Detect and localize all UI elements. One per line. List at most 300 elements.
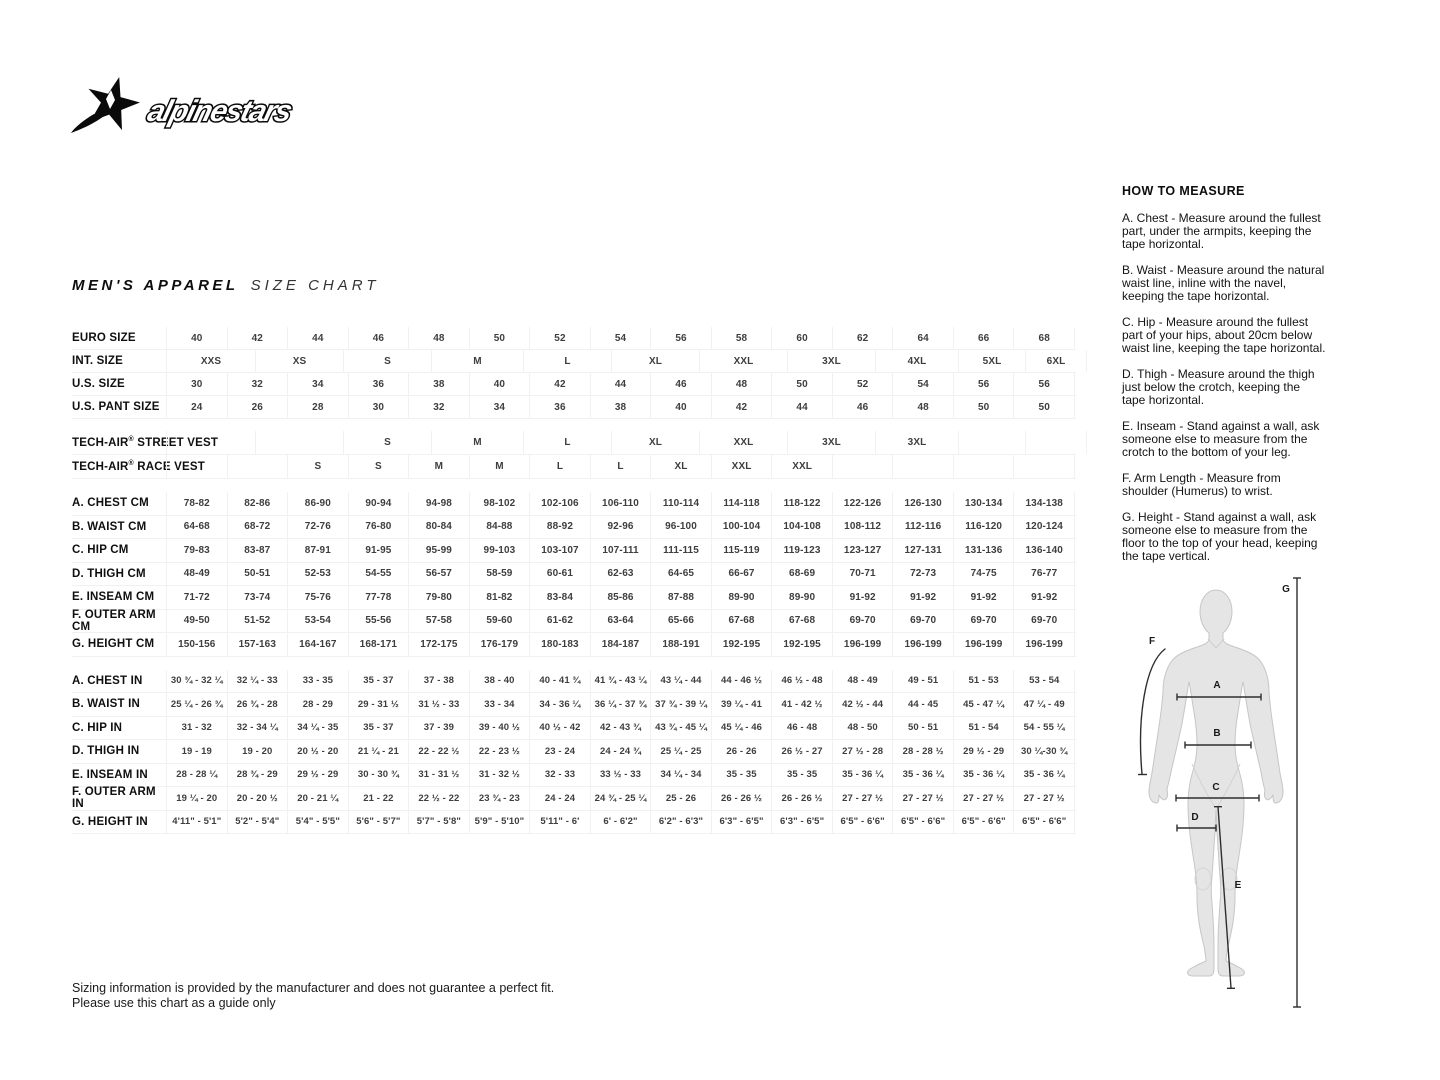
table-cell: 40 [469,373,530,395]
table-cell: 35 - 36 ¼ [892,764,953,787]
table-cell: 192-195 [711,633,772,656]
table-cell: 20 - 21 ¼ [287,787,348,810]
table-cell: 4'11" - 5'1" [166,811,227,834]
row-label: C. HIP CM [72,544,129,557]
table-row-tech-air-street-vest [72,431,1076,455]
table-cell: 50 - 51 [892,717,953,740]
table-cell: 56 [1013,373,1075,395]
table-cell: 68-72 [227,516,288,539]
table-cell: 54 - 55 ¼ [1013,717,1075,740]
table-cell: 30 [166,373,227,395]
table-cell: 59-60 [469,610,530,633]
table-cell: 47 ¼ - 49 [1013,693,1075,716]
table-cell: 69-70 [1013,610,1075,633]
table-cell: 192-195 [771,633,832,656]
table-row-u-s-size [72,373,1076,396]
table-cell: S [343,431,431,454]
table-cell: 89-90 [771,586,832,609]
page-title [72,277,379,294]
table-cell [255,431,343,454]
table-cell: 6'3" - 6'5" [711,811,772,834]
table-cell: 110-114 [650,492,711,515]
table-cell: 31 - 31 ½ [408,764,469,787]
table-cell: S [287,455,348,478]
table-cell: 80-84 [408,516,469,539]
table-cell: 43 ¼ - 44 [650,670,711,693]
table-cell: 104-108 [771,516,832,539]
table-cell: 28 - 28 ¼ [166,764,227,787]
table-cell: 28 ¾ - 29 [227,764,288,787]
table-cell: 45 ¼ - 46 [711,717,772,740]
table-cell: 32 [227,373,288,395]
table-cell [166,431,255,454]
table-cell: XXL [711,455,772,478]
table-row-tech-air-race-vest [72,455,1076,479]
row-label: EURO SIZE [72,331,136,344]
measure-instruction: G. Height - Stand against a wall, ask someone else to measure from the floor to the top of your head, keeping the tape vertical. [1122,510,1318,563]
table-cell: 79-83 [166,539,227,562]
table-cell: 25 - 26 [650,787,711,810]
table-cell: 46 [832,396,893,418]
table-cell: 64-65 [650,563,711,586]
table-cell [958,431,1025,454]
table-cell: 122-126 [832,492,893,515]
table-cell: 42 [711,396,772,418]
table-cell: 76-80 [348,516,409,539]
table-cell: 28 - 29 [287,693,348,716]
row-label: F. OUTER ARM IN [72,786,156,811]
row-label: TECH-AIR® RACE VEST [72,460,205,473]
table-cell: 51-52 [227,610,288,633]
alpinestars-logo [70,76,350,136]
how-to-measure-title: HOW TO MEASURE [1122,184,1245,198]
table-cell: 95-99 [408,539,469,562]
table-cell: 48 - 50 [832,717,893,740]
table-cell: 48 [408,327,469,349]
table-cell: 98-102 [469,492,530,515]
table-cell: 99-103 [469,539,530,562]
table-cell: XL [611,350,699,372]
row-label: B. WAIST CM [72,520,147,533]
table-cell: M [408,455,469,478]
table-cell: 78-82 [166,492,227,515]
table-cell: 50 [771,373,832,395]
table-cell: 91-95 [348,539,409,562]
table-cell: S [348,455,409,478]
table-cell: 48 [711,373,772,395]
table-cell: 188-191 [650,633,711,656]
table-cell: 68-69 [771,563,832,586]
table-cell: 69-70 [953,610,1014,633]
table-row-e-inseam-cm [72,586,1076,610]
table-cell: 82-86 [227,492,288,515]
table-cell: 37 - 39 [408,717,469,740]
table-cell: 42 [529,373,590,395]
table-cell: 4XL [875,350,958,372]
table-cell: 136-140 [1013,539,1075,562]
table-cell: 51 - 54 [953,717,1014,740]
table-cell: 52 [832,373,893,395]
table-cell: 91-92 [892,586,953,609]
table-cell: 50 [469,327,530,349]
table-cell: 81-82 [469,586,530,609]
table-cell: 79-80 [408,586,469,609]
table-cell: 52 [529,327,590,349]
footer-line-1: Sizing information is provided by the manufacturer and does not guarantee a perfect fit. [72,981,555,995]
table-cell: L [523,350,611,372]
table-cell: 91-92 [1013,586,1075,609]
size-table [72,327,1076,846]
table-cell: 114-118 [711,492,772,515]
table-cell: 60 [771,327,832,349]
table-cell: 30 [348,396,409,418]
table-cell: 46 [348,327,409,349]
table-cell: 63-64 [590,610,651,633]
row-label: INT. SIZE [72,354,124,367]
table-cell: 41 ¾ - 43 ¼ [590,670,651,693]
table-cell: 5'7" - 5'8" [408,811,469,834]
table-cell: 64 [892,327,953,349]
table-cell: 48-49 [166,563,227,586]
table-cell: 34 [287,373,348,395]
table-cell: 26 - 26 ½ [711,787,772,810]
table-cell: 6'5" - 6'6" [1013,811,1075,834]
table-cell: 66-67 [711,563,772,586]
table-cell: 87-88 [650,586,711,609]
table-cell: 48 - 49 [832,670,893,693]
table-cell: 52-53 [287,563,348,586]
table-cell: 46 [650,373,711,395]
table-cell: XL [650,455,711,478]
table-cell: 24 [166,396,227,418]
table-cell: 48 [892,396,953,418]
table-cell: 6' - 6'2" [590,811,651,834]
table-cell: 53-54 [287,610,348,633]
footer-disclaimer [72,981,554,1011]
table-cell: 56-57 [408,563,469,586]
table-cell: 5'6" - 5'7" [348,811,409,834]
table-cell: 69-70 [892,610,953,633]
table-cell: 77-78 [348,586,409,609]
row-label: TECH-AIR® STREET VEST [72,436,219,449]
table-cell: 89-90 [711,586,772,609]
table-cell: 24 - 24 [529,787,590,810]
table-cell: 87-91 [287,539,348,562]
table-row-c-hip-in [72,717,1076,741]
table-cell: L [590,455,651,478]
table-cell: 32 ¼ - 33 [227,670,288,693]
table-cell [166,455,227,478]
table-cell: 40 [650,396,711,418]
table-cell: 6'5" - 6'6" [953,811,1014,834]
table-cell: M [431,431,523,454]
alpinestars-star-icon [70,76,350,136]
table-row-b-waist-cm [72,516,1076,540]
table-cell: 35 - 36 ¼ [953,764,1014,787]
table-cell: 25 ¼ - 26 ¾ [166,693,227,716]
table-cell: 40 [166,327,227,349]
table-cell: 23 ¾ - 23 [469,787,530,810]
table-cell: 36 [529,396,590,418]
table-cell: 20 ½ - 20 [287,740,348,763]
table-cell: 50 [953,396,1014,418]
table-cell: 127-131 [892,539,953,562]
table-cell: 92-96 [590,516,651,539]
table-cell [227,455,288,478]
table-cell: 31 - 32 ½ [469,764,530,787]
table-row-d-thigh-cm [72,563,1076,587]
table-cell: 66 [953,327,1014,349]
table-cell: 29 ½ - 29 [287,764,348,787]
figure-label-hip: C [1212,782,1220,793]
table-cell: 53 - 54 [1013,670,1075,693]
table-cell: 86-90 [287,492,348,515]
table-cell: 102-106 [529,492,590,515]
table-cell: 44 [590,373,651,395]
table-group-sizes [72,327,1076,419]
table-cell: 27 - 27 ½ [1013,787,1075,810]
table-cell: 62-63 [590,563,651,586]
table-cell: 39 ¼ - 41 [711,693,772,716]
table-cell: 130-134 [953,492,1014,515]
table-cell: 19 ¼ - 20 [166,787,227,810]
table-cell: 72-76 [287,516,348,539]
table-cell: 42 [227,327,288,349]
table-cell: 54 [590,327,651,349]
table-cell: XXL [699,431,787,454]
table-cell: 29 - 31 ½ [348,693,409,716]
table-cell: 56 [953,373,1014,395]
table-cell: 49 - 51 [892,670,953,693]
table-cell: 55-56 [348,610,409,633]
measure-instruction: F. Arm Length - Measure from shoulder (Humerus) to wrist. [1122,471,1281,498]
table-cell: 58-59 [469,563,530,586]
table-cell: 27 - 27 ½ [832,787,893,810]
table-cell: 3XL [787,350,875,372]
table-cell: 164-167 [287,633,348,656]
table-cell [1013,455,1075,478]
table-cell: 5'11" - 6' [529,811,590,834]
table-cell: 34 - 36 ¼ [529,693,590,716]
table-cell: 184-187 [590,633,651,656]
table-cell: 83-84 [529,586,590,609]
table-cell: 33 ½ - 33 [590,764,651,787]
table-cell: 180-183 [529,633,590,656]
row-label: D. THIGH IN [72,745,140,758]
table-row-euro-size [72,327,1076,350]
body-silhouette-icon [1128,568,1308,1013]
table-cell: 32 - 33 [529,764,590,787]
table-cell: 65-66 [650,610,711,633]
row-label: E. INSEAM IN [72,768,148,781]
figure-label-arm: F [1148,636,1156,647]
table-row-g-height-cm [72,633,1076,657]
table-cell: 70-71 [832,563,893,586]
table-cell: 50 [1013,396,1075,418]
table-row-f-outer-arm-in [72,787,1076,811]
row-label: E. INSEAM CM [72,591,155,604]
table-cell: 90-94 [348,492,409,515]
row-label: G. HEIGHT CM [72,638,155,651]
table-cell: 116-120 [953,516,1014,539]
table-row-c-hip-cm [72,539,1076,563]
table-cell: 3XL [875,431,958,454]
table-cell: 71-72 [166,586,227,609]
table-cell: 69-70 [832,610,893,633]
table-cell: 67-68 [771,610,832,633]
measure-instruction: D. Thigh - Measure around the thigh just below the crotch, keeping the tape horizontal. [1122,367,1315,407]
table-row-e-inseam-in [72,764,1076,788]
table-cell: 123-127 [832,539,893,562]
table-cell: 38 [408,373,469,395]
table-cell: 28 [287,396,348,418]
table-cell [892,455,953,478]
table-cell: 62 [832,327,893,349]
row-label: A. CHEST CM [72,497,149,510]
figure-label-inseam: E [1234,880,1242,891]
table-cell: 111-115 [650,539,711,562]
table-group-cm [72,492,1076,657]
table-cell: 22 ½ - 22 [408,787,469,810]
table-cell: 27 ½ - 28 [832,740,893,763]
table-cell: 134-138 [1013,492,1075,515]
table-cell: S [343,350,431,372]
table-cell: 5'2" - 5'4" [227,811,288,834]
table-cell: XL [611,431,699,454]
table-cell: 37 ¾ - 39 ¼ [650,693,711,716]
table-cell: 67-68 [711,610,772,633]
table-cell: 31 ½ - 33 [408,693,469,716]
row-label: U.S. SIZE [72,377,125,390]
table-cell: 100-104 [711,516,772,539]
table-cell: 35 - 37 [348,717,409,740]
table-row-g-height-in [72,811,1076,835]
table-cell: 35 - 36 ¼ [832,764,893,787]
table-cell: 91-92 [832,586,893,609]
table-cell: 44 - 46 ½ [711,670,772,693]
table-cell: 54-55 [348,563,409,586]
table-cell: 44 [287,327,348,349]
table-cell: 85-86 [590,586,651,609]
table-cell: 22 - 22 ½ [408,740,469,763]
table-cell: XXL [699,350,787,372]
table-cell: 26 - 26 [711,740,772,763]
table-cell: 39 - 40 ½ [469,717,530,740]
table-cell: 76-77 [1013,563,1075,586]
table-cell: 54 [892,373,953,395]
table-cell: 26 ½ - 27 [771,740,832,763]
table-cell: 30 ¼-30 ¾ [1013,740,1075,763]
table-cell: 56 [650,327,711,349]
table-cell: 6'5" - 6'6" [892,811,953,834]
table-cell: 44 [771,396,832,418]
table-row-int-size [72,350,1076,373]
table-cell [1025,431,1087,454]
table-cell: M [469,455,530,478]
table-cell: 35 - 37 [348,670,409,693]
table-cell: 120-124 [1013,516,1075,539]
table-cell: 25 ¼ - 25 [650,740,711,763]
table-cell: XXS [166,350,255,372]
table-cell: 44 - 45 [892,693,953,716]
table-cell: 32 - 34 ¼ [227,717,288,740]
table-cell: 40 - 41 ¾ [529,670,590,693]
table-cell: 6XL [1025,350,1087,372]
figure-label-chest: A [1213,680,1221,691]
table-cell: 33 - 34 [469,693,530,716]
table-cell: 22 - 23 ½ [469,740,530,763]
figure-label-height: G [1282,584,1290,595]
table-cell: 196-199 [1013,633,1075,656]
figure-label-waist: B [1213,728,1221,739]
table-cell: 28 - 28 ½ [892,740,953,763]
table-cell: 34 ¼ - 34 [650,764,711,787]
table-cell: 21 - 22 [348,787,409,810]
table-cell: 42 ½ - 44 [832,693,893,716]
table-cell: 72-73 [892,563,953,586]
table-cell: 23 - 24 [529,740,590,763]
table-cell: 34 ¼ - 35 [287,717,348,740]
table-cell: 94-98 [408,492,469,515]
table-cell: 35 - 35 [711,764,772,787]
table-cell: 103-107 [529,539,590,562]
table-cell: 42 - 43 ¾ [590,717,651,740]
table-cell: 118-122 [771,492,832,515]
table-cell: 84-88 [469,516,530,539]
table-row-b-waist-in [72,693,1076,717]
table-row-d-thigh-in [72,740,1076,764]
table-cell: 88-92 [529,516,590,539]
table-cell: 172-175 [408,633,469,656]
table-cell: XXL [771,455,832,478]
table-cell: L [529,455,590,478]
page-title-sub: SIZE CHART [250,277,380,294]
table-cell: 91-92 [953,586,1014,609]
table-cell: 83-87 [227,539,288,562]
table-cell: 27 - 27 ½ [953,787,1014,810]
row-label: U.S. PANT SIZE [72,400,160,413]
table-cell: 34 [469,396,530,418]
table-cell: 30 ¾ - 32 ¼ [166,670,227,693]
table-cell: 157-163 [227,633,288,656]
table-cell: 58 [711,327,772,349]
table-cell: 75-76 [287,586,348,609]
table-cell: 68 [1013,327,1075,349]
table-group-tech_air [72,431,1076,479]
table-cell: 19 - 20 [227,740,288,763]
table-cell: 196-199 [953,633,1014,656]
row-label: D. THIGH CM [72,567,146,580]
row-label: F. OUTER ARM CM [72,608,156,633]
table-cell: 41 - 42 ½ [771,693,832,716]
table-cell: 61-62 [529,610,590,633]
table-cell: 37 - 38 [408,670,469,693]
logo-wordmark: alpinestars [144,94,295,128]
table-row-u-s-pant-size [72,396,1076,419]
table-cell: 26 [227,396,288,418]
measure-instruction: E. Inseam - Stand against a wall, ask someone else to measure from the crotch to the bottom of your leg. [1122,419,1320,459]
table-cell: 46 ½ - 48 [771,670,832,693]
table-cell: L [523,431,611,454]
table-cell: 35 - 36 ¼ [1013,764,1075,787]
table-cell: 19 - 19 [166,740,227,763]
table-cell: 107-111 [590,539,651,562]
table-cell: 49-50 [166,610,227,633]
table-cell: XS [255,350,343,372]
table-cell: 108-112 [832,516,893,539]
table-cell: M [431,350,523,372]
table-cell: 5XL [958,350,1025,372]
